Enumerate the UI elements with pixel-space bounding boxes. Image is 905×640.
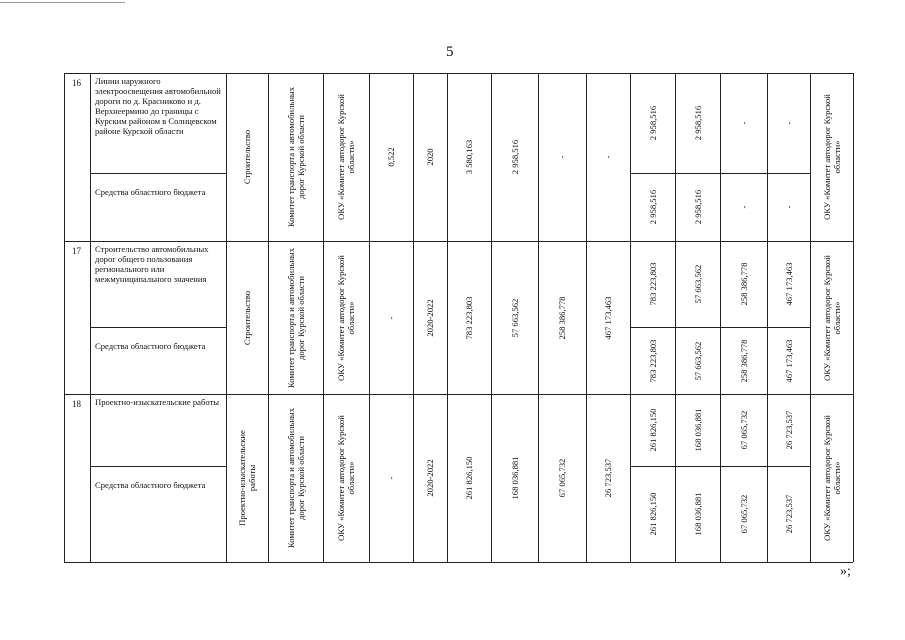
responsible-text: ОКУ «Комитет автодорог Курской области» xyxy=(821,94,842,220)
grid-line xyxy=(853,73,854,241)
grid-line xyxy=(767,241,768,394)
grid-line xyxy=(447,394,448,562)
split-amount-bottom-text: 2 958,516 xyxy=(692,189,703,225)
split-amount-top-text: 261 826,150 xyxy=(647,408,658,452)
work-type-text: Проектно-изыскательские работы xyxy=(237,430,257,526)
page-number: 5 xyxy=(446,44,454,60)
grid-line xyxy=(323,394,324,562)
grid-line xyxy=(675,73,676,241)
grid-line xyxy=(675,394,676,562)
period-text: 2020-2022 xyxy=(425,298,435,337)
grid-line xyxy=(226,241,227,394)
grid-line xyxy=(630,466,810,467)
split-amount-bottom-text: 26 723,537 xyxy=(783,494,794,534)
responsible-text: ОКУ «Комитет автодорог Курской области» xyxy=(821,415,842,541)
total-amount-text: 168 036,881 xyxy=(509,456,520,500)
grid-line xyxy=(810,241,811,394)
grid-line xyxy=(226,73,227,241)
grid-line xyxy=(64,394,853,395)
split-amount-bottom-text: 67 065,732 xyxy=(738,494,749,534)
grid-line xyxy=(369,73,370,241)
grid-line xyxy=(64,562,853,563)
grid-line xyxy=(853,241,854,394)
grid-line xyxy=(630,394,631,562)
grid-line xyxy=(90,173,226,174)
grid-line xyxy=(447,73,448,241)
period-text: 2020 xyxy=(425,148,435,166)
object-name: Строительство автомобильных дорог общего пользования регионального или межмуниципального значения xyxy=(95,244,209,284)
split-amount-top-text: 2 958,516 xyxy=(692,105,703,141)
grid-line xyxy=(90,327,226,328)
grid-line xyxy=(447,241,448,394)
funding-source: Средства областного бюджета xyxy=(95,341,206,351)
year-2021-amount-text: 258 386,778 xyxy=(557,296,567,339)
grid-line xyxy=(491,394,492,562)
length-text: 0,522 xyxy=(386,147,396,167)
split-amount-bottom-text: 57 663,562 xyxy=(692,341,703,380)
grid-line xyxy=(323,241,324,394)
year-2022-amount-text: - xyxy=(603,155,613,159)
split-amount-top-text: 57 663,562 xyxy=(692,264,703,304)
grid-line xyxy=(720,241,721,394)
split-amount-top-text: 26 723,537 xyxy=(783,410,794,450)
split-amount-top-text: - xyxy=(783,121,794,125)
length-text: - xyxy=(386,476,396,480)
grid-line xyxy=(413,241,414,394)
grid-line xyxy=(90,241,91,394)
grid-line xyxy=(369,241,370,394)
row-number: 16 xyxy=(72,78,81,88)
grid-line xyxy=(90,73,91,241)
estimated-cost-text: 783 223,803 xyxy=(464,296,474,339)
split-amount-top-text: 467 173,463 xyxy=(783,262,794,306)
estimated-cost-text: 261 826,150 xyxy=(464,456,474,500)
funding-source: Средства областного бюджета xyxy=(95,187,206,197)
grid-line xyxy=(538,241,539,394)
year-2021-amount-text: 67 065,732 xyxy=(557,458,567,498)
grid-line xyxy=(538,73,539,241)
length-text: - xyxy=(386,316,396,319)
grid-line xyxy=(630,327,810,328)
split-amount-top-text: 258 386,778 xyxy=(738,262,749,306)
row-number: 17 xyxy=(72,246,81,256)
grid-line xyxy=(64,241,65,394)
grid-line xyxy=(630,173,810,174)
grid-line xyxy=(226,394,227,562)
work-type-text: Строительство xyxy=(242,290,252,345)
grid-line xyxy=(413,73,414,241)
grid-line xyxy=(630,73,631,241)
estimated-cost-text: 3 580,163 xyxy=(464,139,474,175)
total-amount-text: 57 663,562 xyxy=(509,298,520,337)
grid-line xyxy=(323,73,324,241)
year-2022-amount-text: 26 723,537 xyxy=(603,458,613,498)
grid-line xyxy=(268,73,269,241)
split-amount-bottom-text: 783 223,803 xyxy=(647,339,658,382)
total-amount-text: 2 958,516 xyxy=(509,139,520,175)
funding-source: Средства областного бюджета xyxy=(95,480,206,490)
split-amount-bottom-text: 467 173,463 xyxy=(783,339,794,382)
split-amount-bottom-text: 258 386,778 xyxy=(738,339,749,382)
executor-text: ОКУ «Комитет автодорог Курской области» xyxy=(336,254,356,381)
split-amount-top-text: - xyxy=(738,121,749,125)
year-2021-amount-text: - xyxy=(557,155,567,159)
split-amount-bottom-text: - xyxy=(738,205,749,209)
grid-line xyxy=(675,241,676,394)
object-name: Проектно-изыскательские работы xyxy=(95,397,220,407)
grid-line xyxy=(767,394,768,562)
grid-line xyxy=(538,394,539,562)
header-rule xyxy=(0,2,125,3)
grid-line xyxy=(413,394,414,562)
work-type-text: Строительство xyxy=(242,129,252,185)
grid-line xyxy=(64,241,853,242)
closing-mark: »; xyxy=(840,564,851,579)
split-amount-top-text: 168 036,881 xyxy=(692,408,703,452)
split-amount-bottom-text: 261 826,150 xyxy=(647,492,658,536)
split-amount-bottom-text: 168 036,881 xyxy=(692,492,703,536)
grid-line xyxy=(268,394,269,562)
split-amount-top-text: 783 223,803 xyxy=(647,262,658,306)
split-amount-top-text: 2 958,516 xyxy=(647,105,658,141)
grid-line xyxy=(268,241,269,394)
customer-text: Комитет транспорта и автомобильных дорог Курской области xyxy=(285,408,306,549)
executor-text: ОКУ «Комитет автодорог Курской области» xyxy=(336,94,356,220)
period-text: 2020-2022 xyxy=(425,459,435,497)
grid-line xyxy=(491,241,492,394)
grid-line xyxy=(810,394,811,562)
grid-line xyxy=(586,241,587,394)
grid-line xyxy=(810,73,811,241)
grid-line xyxy=(720,73,721,241)
split-amount-bottom-text: - xyxy=(783,205,794,209)
year-2022-amount-text: 467 173,463 xyxy=(603,296,613,339)
grid-line xyxy=(767,73,768,241)
grid-line xyxy=(491,73,492,241)
grid-line xyxy=(90,466,226,467)
executor-text: ОКУ «Комитет автодорог Курской области» xyxy=(336,415,356,541)
grid-line xyxy=(853,394,854,562)
grid-line xyxy=(630,241,631,394)
grid-line xyxy=(586,73,587,241)
row-number: 18 xyxy=(72,399,81,409)
split-amount-bottom-text: 2 958,516 xyxy=(647,189,658,225)
grid-line xyxy=(64,73,65,241)
customer-text: Комитет транспорта и автомобильных дорог Курской области xyxy=(285,87,306,228)
responsible-text: ОКУ «Комитет автодорог Курской области» xyxy=(821,254,842,381)
object-name: Линии наружного электроосвещения автомобильной дороги по д. Красниково и д. Верхнеермино до границы с Курским районом в Солнцевском районе Курской области xyxy=(95,76,221,136)
grid-line xyxy=(64,394,65,562)
grid-line xyxy=(720,394,721,562)
grid-line xyxy=(64,73,853,74)
grid-line xyxy=(369,394,370,562)
split-amount-top-text: 67 065,732 xyxy=(738,410,749,450)
grid-line xyxy=(586,394,587,562)
customer-text: Комитет транспорта и автомобильных дорог Курской области xyxy=(285,247,306,388)
grid-line xyxy=(90,394,91,562)
